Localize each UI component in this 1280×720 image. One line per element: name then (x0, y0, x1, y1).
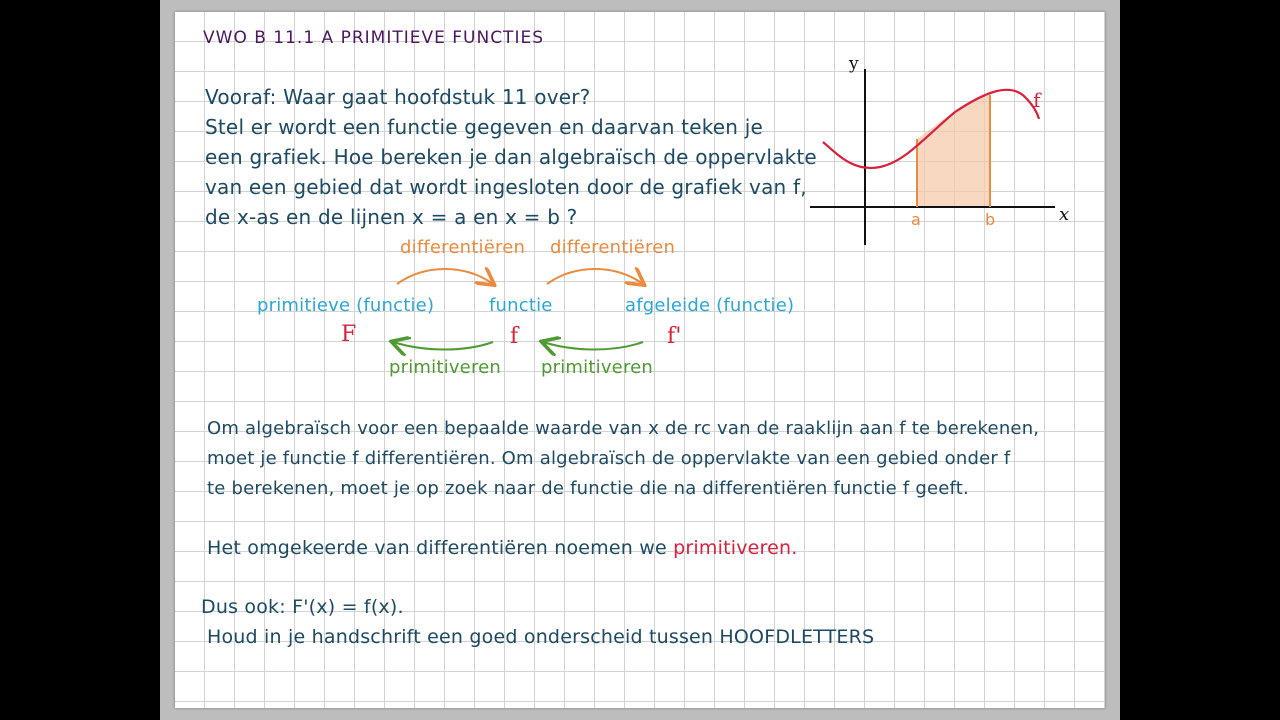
arrow-differentieren-1 (397, 269, 493, 284)
intro-line-3: een grafiek. Hoe bereken je dan algebraïsch de oppervlakte (205, 145, 817, 169)
intro-line-5: de x-as en de lijnen x = a en x = b ? (205, 205, 578, 229)
label-functie: functie (489, 295, 553, 316)
diagram-arrows (175, 12, 1105, 412)
notebook-page (175, 12, 1105, 708)
point-a-label: a (911, 210, 921, 229)
explanation-line-2: moet je functie f differentiëren. Om algebraïsch de oppervlakte van een gebied onder f (207, 448, 1011, 469)
inverse-statement (207, 533, 798, 563)
y-axis-label: y (849, 54, 859, 74)
intro-line-4: van een gebied dat wordt ingesloten door de grafiek van f, (205, 175, 807, 199)
arrow-differentieren-2 (547, 269, 643, 284)
symbol-f: f (510, 324, 519, 349)
page-title: VWO B 11.1 A PRIMITIEVE FUNCTIES (203, 28, 544, 48)
label-afgeleide-functie: afgeleide (functie) (625, 295, 795, 316)
intro-line-1: Vooraf: Waar gaat hoofdstuk 11 over? (205, 85, 591, 109)
arrow-primitiveren-2 (543, 342, 643, 350)
conclusion-line-2: Houd in je handschrift een goed onderscheid tussen HOOFDLETTERS (207, 626, 875, 648)
label-primitieve-functie: primitieve (functie) (257, 295, 435, 316)
curve-label-f: f (1033, 88, 1041, 112)
conclusion-line-1: Dus ook: F'(x) = f(x). (201, 596, 404, 618)
explanation-line-1: Om algebraïsch voor een bepaalde waarde van x de rc van de raaklijn aan f te berekenen, (207, 418, 1040, 439)
symbol-F: F (341, 322, 357, 347)
x-axis-label: x (1059, 204, 1070, 225)
symbol-f-prime: f' (667, 324, 682, 349)
prim-label-1: primitiveren (389, 357, 502, 378)
inverse-highlight: primitiveren. (673, 537, 798, 559)
prim-label-2: primitiveren (541, 357, 654, 378)
point-b-label: b (985, 210, 996, 229)
explanation-line-3: te berekenen, moet je op zoek naar de functie die na differentiëren functie f geeft. (207, 478, 969, 499)
diff-label-2: differentiëren (550, 237, 676, 258)
inverse-text: Het omgekeerde van differentiëren noemen we (207, 537, 667, 559)
intro-line-2: Stel er wordt een functie gegeven en daarvan teken je (205, 115, 763, 139)
diff-label-1: differentiëren (400, 237, 526, 258)
arrow-primitiveren-1 (393, 342, 493, 350)
